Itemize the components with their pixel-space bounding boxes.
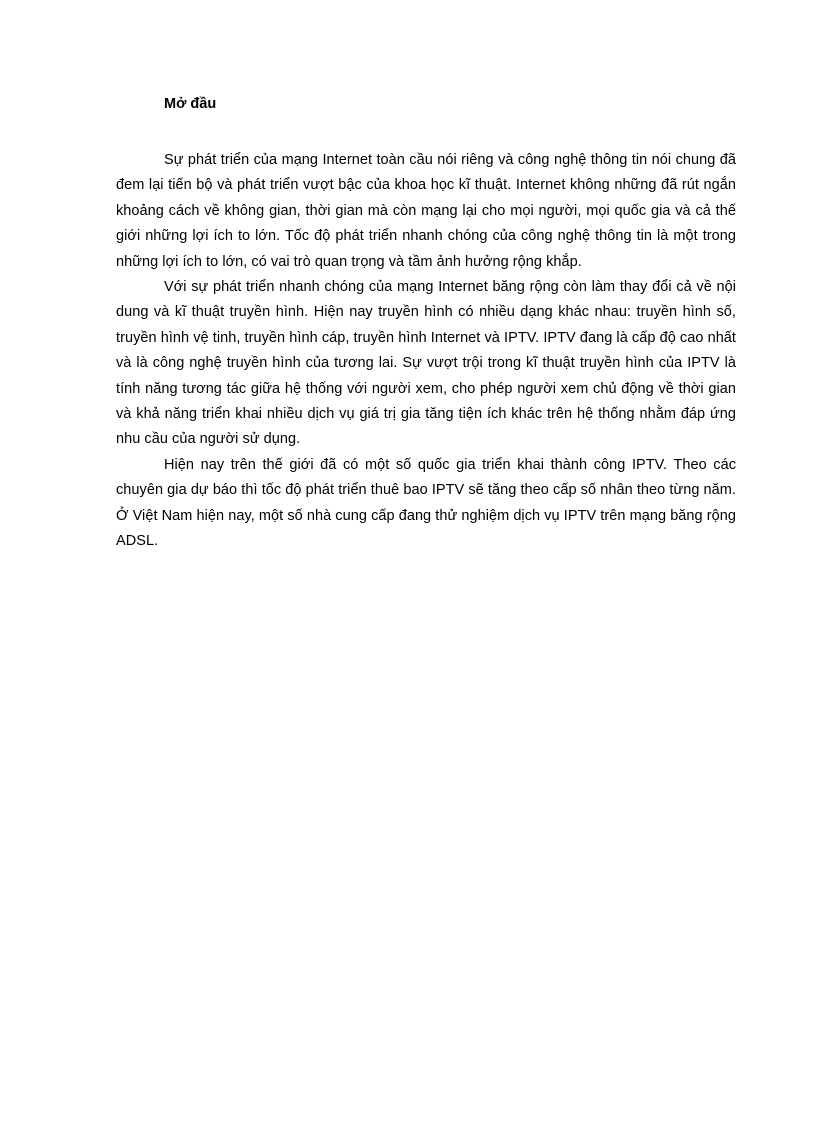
section-heading: Mở đầu <box>164 96 217 112</box>
document-page <box>116 94 736 555</box>
paragraph-3: Hiện nay trên thế giới đã có một số quốc gia triển khai thành công IPTV. Theo các chuyên gia dự báo thì tốc độ phát triển thuê bao IPTV sẽ tăng theo cấp số nhân theo từng năm. Ở Việt Nam hiện nay, một số nhà cung cấp đang thử nghiệm dịch vụ IPTV trên mạng băng rộng ADSL. <box>116 456 736 550</box>
paragraph-2: Với sự phát triển nhanh chóng của mạng Internet băng rộng còn làm thay đổi cả về nội dung và kĩ thuật truyền hình. Hiện nay truyền hình có nhiều dạng khác nhau: truyền hình số, truyền hình vệ tinh, truyền hình cáp, truyền hình Internet và IPTV. IPTV đang là cấp độ cao nhất và là công nghệ truyền hình của tương lai. Sự vượt trội trong kĩ thuật truyền hình của IPTV là tính năng tương tác giữa hệ thống với người xem, cho phép người xem chủ động về thời gian và khả năng triển khai nhiều dịch vụ giá trị gia tăng tiện ích khác trên hệ thống nhằm đáp ứng nhu cầu của người sử dụng. <box>116 279 736 448</box>
paragraph-1: Sự phát triển của mạng Internet toàn cầu nói riêng và công nghệ thông tin nói chung đã đem lại tiến bộ và phát triển vượt bậc của khoa học kĩ thuật. Internet không những đã rút ngắn khoảng cách về không gian, thời gian mà còn mạng lại cho mọi người, mọi quốc gia và cả thế giới những lợi ích to lớn. Tốc độ phát triển nhanh chóng của công nghệ thông tin là một trong những lợi ích to lớn, có vai trò quan trọng và tầm ảnh hưởng rộng khắp. <box>116 152 736 270</box>
